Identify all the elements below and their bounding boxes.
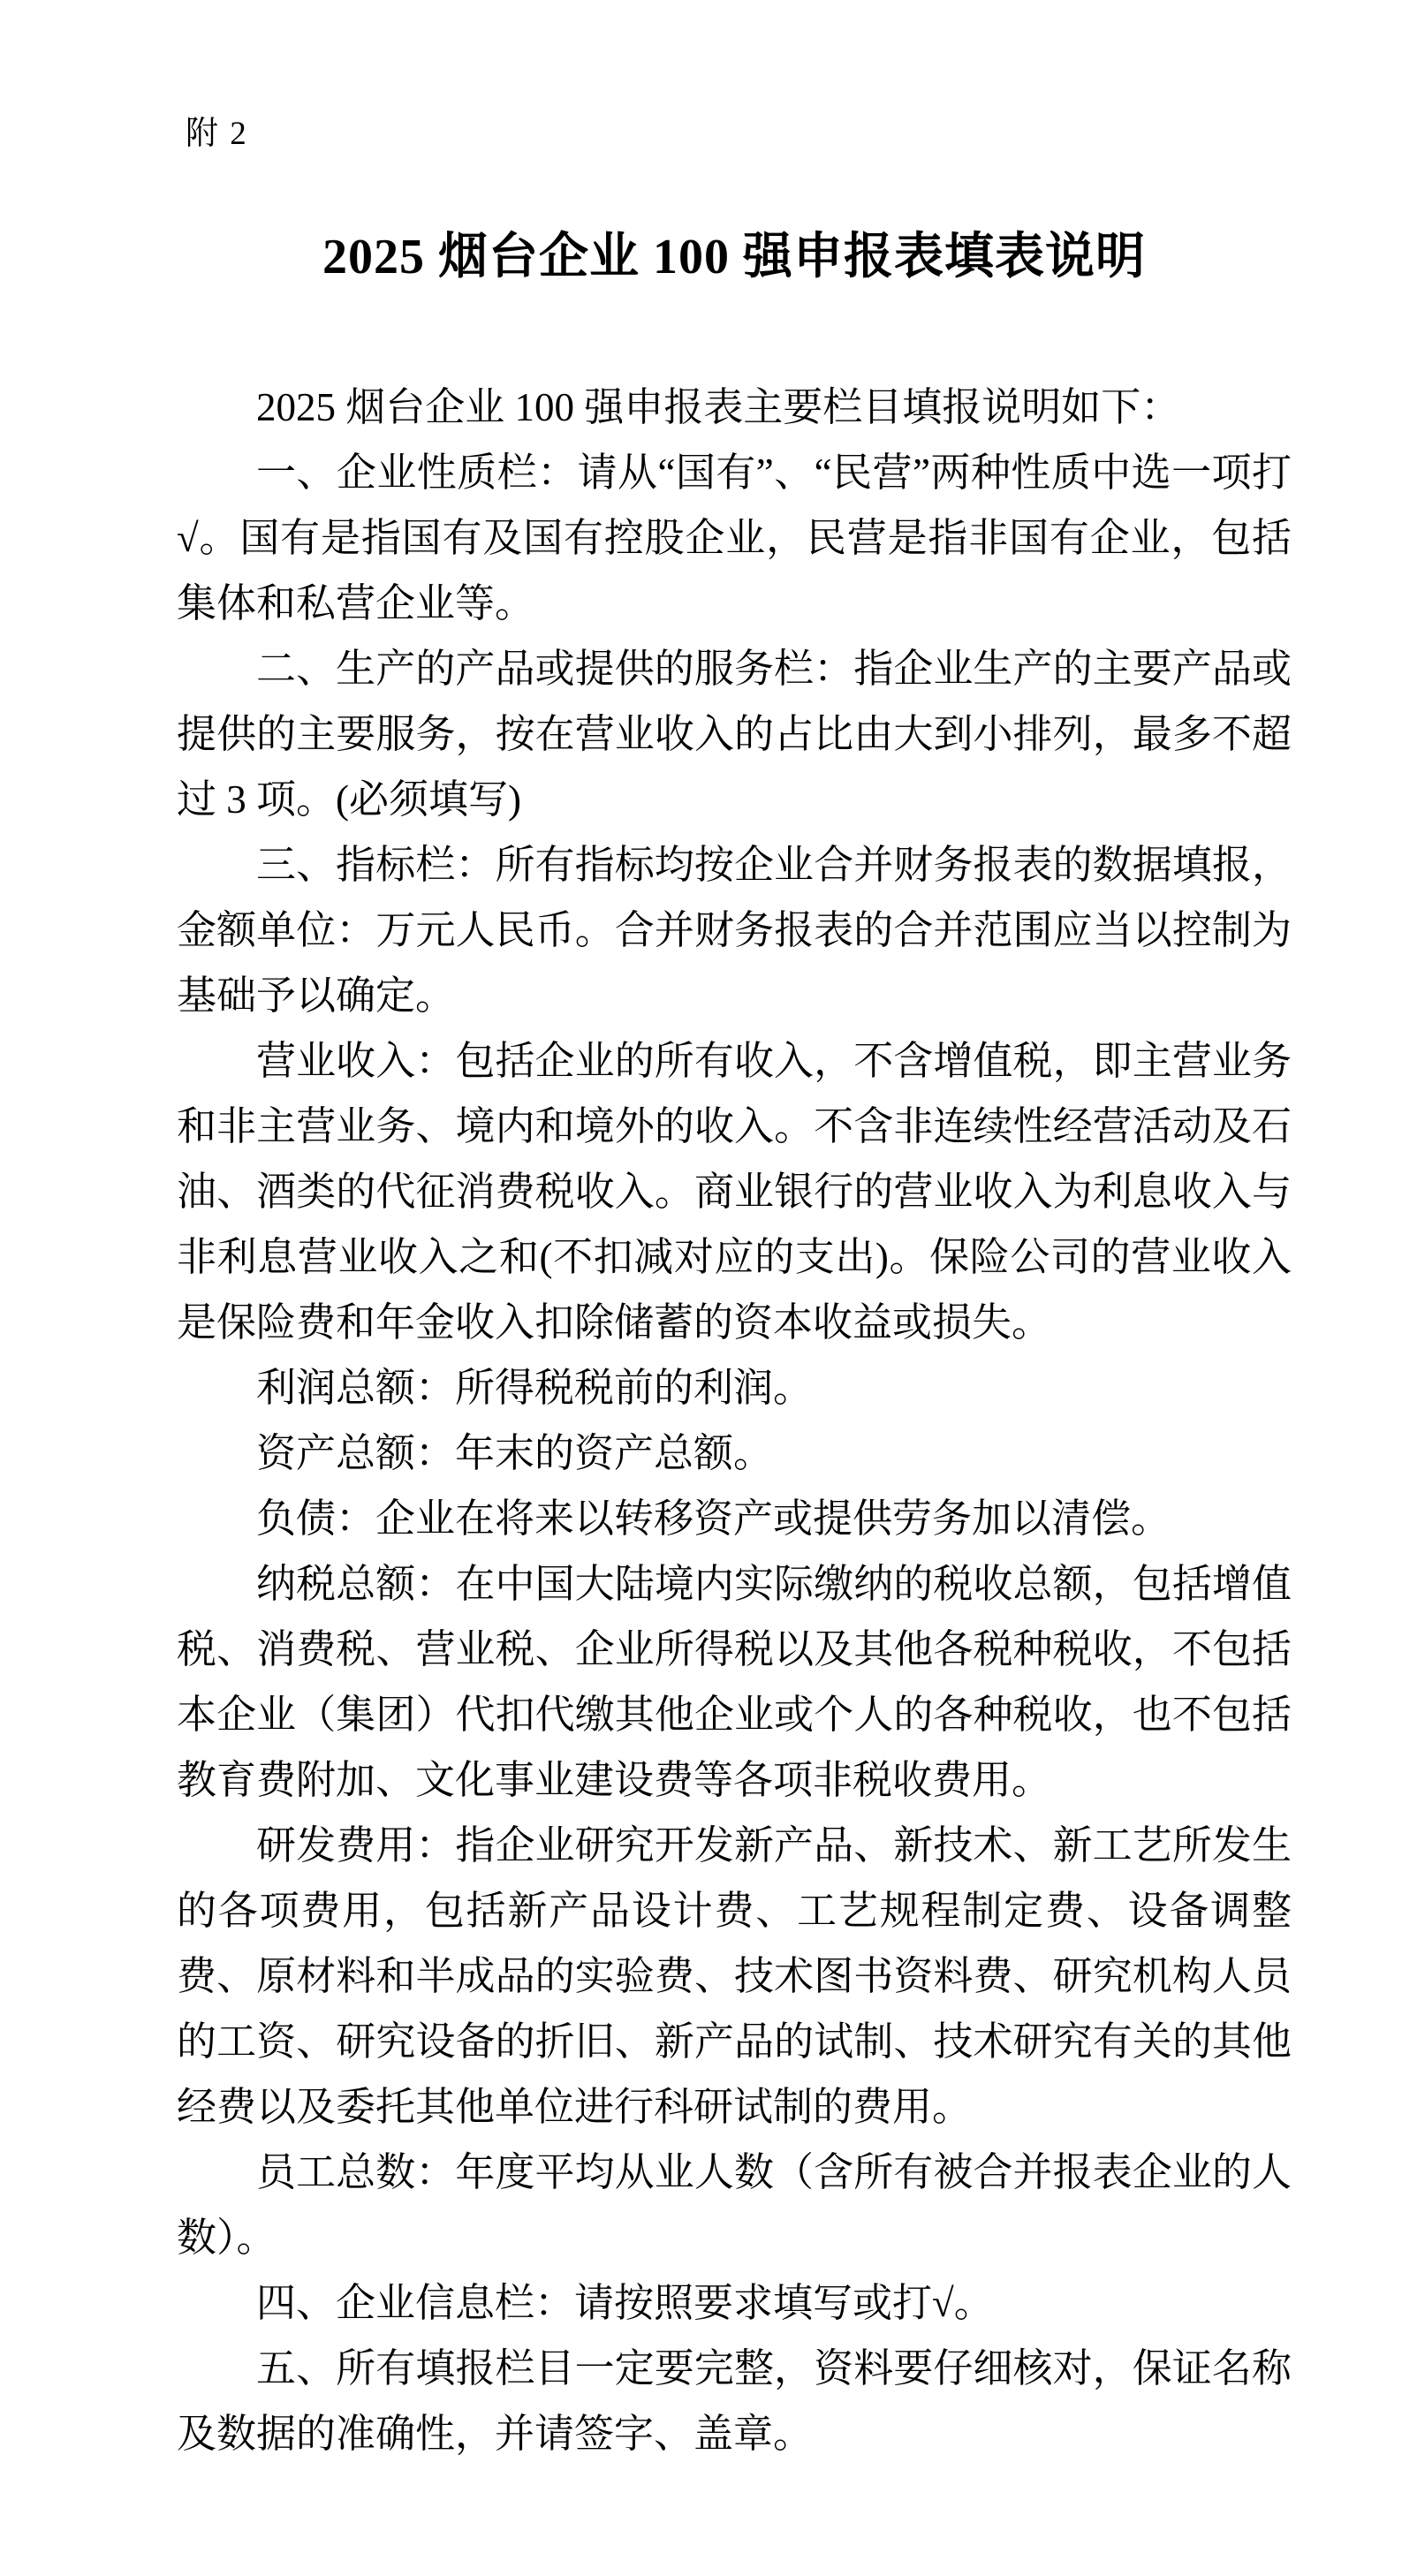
paragraph: 四、企业信息栏：请按照要求填写或打√。: [256, 2281, 994, 2325]
paragraph: 纳税总额：在中国大陆境内实际缴纳的税收总额，包括增值税、消费税、营业税、企业所得税以及其他各税种税收，不包括本企业（集团）代扣代缴其他企业或个人的各种税收，也不包括教育费附加、文化事业建设费等各项非税收费用。: [177, 1562, 1292, 1802]
annex-label: 附 2: [186, 116, 248, 152]
paragraph: 研发费用：指企业研究开发新产品、新技术、新工艺所发生的各项费用，包括新产品设计费、工艺规程制定费、设备调整费、原材料和半成品的实验费、技术图书资料费、研究机构人员的工资、研究设备的折旧、新产品的试制、技术研究有关的其他经费以及委托其他单位进行科研试制的费用。: [177, 1823, 1292, 2129]
paragraph: 二、生产的产品或提供的服务栏：指企业生产的主要产品或提供的主要服务，按在营业收入的占比由大到小排列，最多不超过 3 项。(必须填写): [177, 647, 1292, 822]
paragraph: 三、指标栏：所有指标均按企业合并财务报表的数据填报，金额单位：万元人民币。合并财务报表的合并范围应当以控制为基础予以确定。: [177, 843, 1292, 1018]
paragraph: 负债：企业在将来以转移资产或提供劳务加以清偿。: [256, 1496, 1171, 1541]
page-title: 2025 烟台企业 100 强申报表填表说明: [322, 230, 1146, 284]
paragraph: 利润总额：所得税税前的利润。: [256, 1366, 814, 1410]
paragraph: 五、所有填报栏目一定要完整，资料要仔细核对，保证名称及数据的准确性，并请签字、盖章。: [177, 2346, 1292, 2456]
paragraph: 2025 烟台企业 100 强申报表主要栏目填报说明如下：: [256, 385, 1181, 429]
paragraph: 一、企业性质栏：请从“国有”、“民营”两种性质中选一项打√。国有是指国有及国有控股企业，民营是指非国有企业，包括集体和私营企业等。: [177, 451, 1292, 625]
document-body: [177, 375, 1292, 2466]
paragraph: 员工总数：年度平均从业人数（含所有被合并报表企业的人数）。: [177, 2150, 1292, 2260]
paragraph: 营业收入：包括企业的所有收入，不含增值税，即主营业务和非主营业务、境内和境外的收入。不含非连续性经营活动及石油、酒类的代征消费税收入。商业银行的营业收入为利息收入与非利息营业收入之和(不扣减对应的支出)。保险公司的营业收入是保险费和年金收入扣除储蓄的资本收益或损失。: [177, 1039, 1292, 1345]
paragraph: 资产总额：年末的资产总额。: [256, 1431, 774, 1475]
